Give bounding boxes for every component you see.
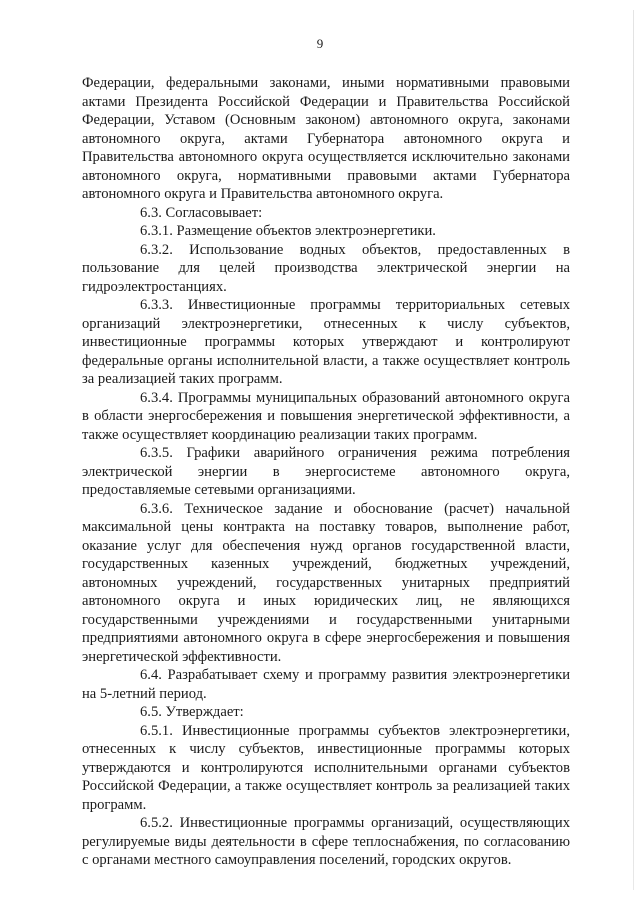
paragraph-6-5-1: 6.5.1. Инвестиционные программы субъектов электроэнергетики, отнесенных к числу субъектов, инвестиционные программы которых утверждаются и контролируются исполнительными органами субъектов Российской Федерации, а также осуществляет контроль за реализацией таких программ. (82, 722, 570, 813)
scan-edge-line (633, 10, 634, 890)
paragraph-6-3-6: 6.3.6. Техническое задание и обоснование (расчет) начальной максимальной цены контракта на поставку товаров, выполнение работ, оказание услуг для обеспечения нужд органов государственной власти, государственных казенных учреждений, бюджетных учреждений, автономных учреждений, государственных унитарных предприятий автономного округа и иных юридических лиц, не являющихся государственными учреждениями и государственными унитарными предприятиями автономного округа в сфере энергосбережения и повышения энергетической эффективности. (82, 500, 570, 665)
paragraph-6-5: 6.5. Утверждает: (140, 704, 244, 720)
paragraph-6-3: 6.3. Согласовывает: (140, 204, 263, 221)
paragraph-6-3-1: 6.3.1. Размещение объектов электроэнергетики. (140, 223, 436, 239)
document-body (82, 74, 570, 870)
paragraph-6-3-2: 6.3.2. Использование водных объектов, предоставленных в пользование для целей производства электрической энергии на гидроэлектростанциях. (82, 241, 570, 295)
paragraph-6-3-5: 6.3.5. Графики аварийного ограничения режима потребления электрической энергии в энергосистеме автономного округа, предоставляемые сетевыми организациями. (82, 445, 570, 498)
page-number: 9 (316, 36, 324, 51)
paragraph-continuation: Федерации, федеральными законами, иными нормативными правовыми актами Президента Российской Федерации и Правительства Российской Федерации, Уставом (Основным законом) автономного округа, законами автономного округа, актами Губернатора автономного округа и Правительства автономного округа осуществляется исключительно законами автономного округа, нормативными правовыми актами Губернатора автономного округа и Правительства автономного округа. (82, 75, 570, 202)
paragraph-6-5-2: 6.5.2. Инвестиционные программы организаций, осуществляющих регулируемые виды деятельности в сфере теплоснабжения, по согласованию с органами местного самоуправления поселений, городских округов. (82, 815, 570, 868)
paragraph-6-3-4: 6.3.4. Программы муниципальных образований автономного округа в области энергосбережения и повышения энергетической эффективности, а также осуществляет координацию реализации таких программ. (82, 389, 570, 443)
paragraph-6-3-3: 6.3.3. Инвестиционные программы территориальных сетевых организаций электроэнергетики, отнесенных к числу субъектов, инвестиционные программы которых утверждают и контролируют федеральные органы исполнительной власти, а также осуществляет контроль за реализацией таких программ. (82, 297, 570, 387)
paragraph-6-4: 6.4. Разрабатывает схему и программу развития электроэнергетики на 5-летний период. (82, 667, 570, 702)
